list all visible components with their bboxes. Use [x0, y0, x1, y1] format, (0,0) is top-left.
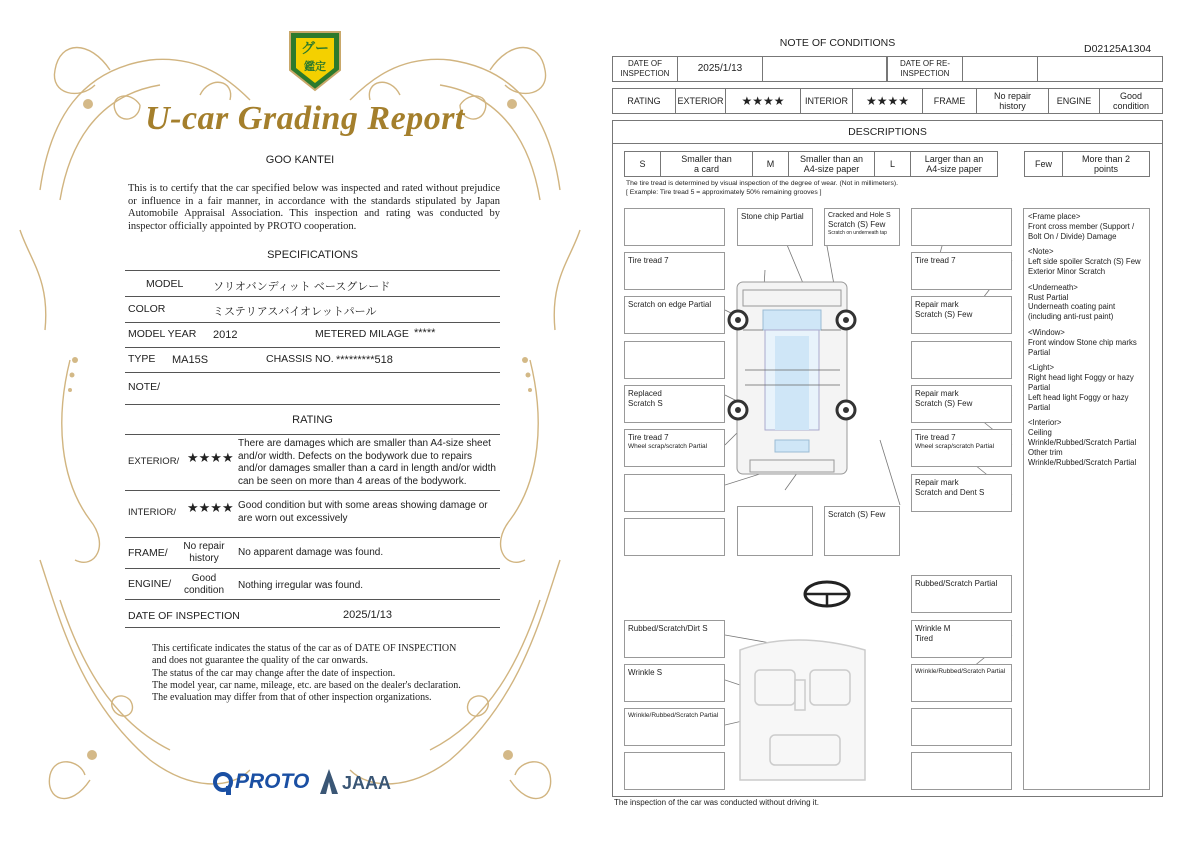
damage-box: [911, 752, 1012, 790]
divider: [125, 322, 500, 323]
damage-box-scratch-edge: Scratch on edge Partial: [624, 296, 725, 334]
chassis-label: CHASSIS NO.: [266, 353, 334, 365]
note-of-conditions: [600, 0, 1200, 848]
divider: [125, 490, 500, 491]
exterior-stars: ★★★★: [187, 450, 234, 465]
chassis-value: *********518: [336, 354, 393, 366]
damage-box-tire-rl: Tire tread 7 Wheel scrap/scratch Partial: [624, 429, 725, 467]
damage-box: [624, 208, 725, 246]
damage-box: [911, 341, 1012, 379]
legend-few-label: Few: [1024, 151, 1063, 177]
date-label: DATE OF INSPECTION: [128, 610, 240, 622]
metered-milage-label: METERED MILAGE: [315, 328, 409, 340]
interior-label: INTERIOR: [800, 88, 853, 114]
metered-milage-value: *****: [414, 327, 436, 339]
date-of-inspection-label: DATE OF INSPECTION: [612, 56, 678, 82]
certificate-intro: This is to certify that the car specified below was inspected and rated without prejudice or influence in a fair manner, in accordance with the standards stipulated by Japan Automobile Appraisal Association. This inspection and rating was conducted by inspector officially appointed by PROTO cooperation.: [128, 183, 500, 232]
damage-box: [624, 474, 725, 512]
damage-box-wrinkle-s: Wrinkle S: [624, 664, 725, 702]
certificate-footer-notes: [152, 643, 472, 704]
engine-value: Good condition: [1099, 88, 1163, 114]
damage-box-rubbed-dirt: Rubbed/Scratch/Dirt S: [624, 620, 725, 658]
conditions-footer: The inspection of the car was conducted without driving it.: [614, 798, 819, 807]
damage-box: [624, 518, 725, 556]
divider: [125, 372, 500, 373]
interior-stars: ★★★★: [852, 88, 923, 114]
document-id: D02125A1304: [1084, 43, 1152, 55]
engine-value: Good condition: [183, 573, 225, 596]
damage-box-repair-2: Repair mark Scratch (S) Few: [911, 385, 1012, 423]
damage-box-tire-fl: Tire tread 7: [624, 252, 725, 290]
certificate-subtitle: GOO KANTEI: [265, 154, 335, 166]
badge-text-top: グー: [301, 40, 329, 56]
interior-label: INTERIOR/: [128, 507, 177, 518]
divider: [125, 568, 500, 569]
divider: [125, 627, 500, 628]
legend-s-label: S: [624, 151, 661, 177]
specifications-heading: SPECIFICATIONS: [267, 249, 358, 261]
certificate-title: U-car Grading Report: [145, 100, 465, 137]
damage-box-replaced: Replaced Scratch S: [624, 385, 725, 423]
model-label: MODEL: [146, 278, 184, 290]
type-value: MA15S: [172, 354, 209, 366]
divider: [125, 434, 500, 435]
tire-note-2: [ Example: Tire tread 5 = approximately 50% remaining grooves ]: [626, 189, 822, 196]
rating-heading: RATING: [292, 414, 333, 426]
date-of-reinspection-label: DATE OF RE-INSPECTION: [887, 56, 963, 82]
frame-label: FRAME/: [128, 547, 168, 559]
jaaa-logo-icon: [318, 768, 340, 796]
damage-box-repair-3: Repair mark Scratch and Dent S: [911, 474, 1012, 512]
divider: [125, 296, 500, 297]
footer-note: The evaluation may differ from that of other inspection organizations.: [152, 692, 432, 704]
badge-text-bottom: 鑑定: [304, 61, 326, 73]
model-year-label: MODEL YEAR: [128, 328, 197, 340]
frame-value: No repair history: [976, 88, 1049, 114]
exterior-stars: ★★★★: [725, 88, 801, 114]
divider: [125, 599, 500, 600]
damage-box: [911, 208, 1012, 246]
footer-note: The model year, car name, mileage, etc. are based on the dealer's declaration.: [152, 679, 461, 691]
rating-label: RATING: [612, 88, 676, 114]
jaaa-logo-text: JAAA: [342, 773, 392, 793]
damage-box-stone-chip: Stone chip Partial: [737, 208, 813, 246]
exterior-label: EXTERIOR: [675, 88, 726, 114]
damage-box-tire-fr: Tire tread 7: [911, 252, 1012, 290]
damage-box: [624, 341, 725, 379]
descriptions-heading: DESCRIPTIONS: [612, 120, 1163, 144]
model-value: ソリオバンディット ベースグレード: [213, 281, 391, 293]
exterior-label: EXTERIOR/: [128, 456, 180, 467]
legend-s-desc: Smaller than a card: [660, 151, 753, 177]
damage-box: [911, 708, 1012, 746]
proto-logo-text: PROTO: [235, 770, 310, 793]
blank-cell: [962, 56, 1038, 82]
model-year-value: 2012: [213, 329, 238, 341]
engine-description: Nothing irregular was found.: [238, 580, 364, 591]
frame-description: No apparent damage was found.: [238, 547, 384, 558]
legend-l-label: L: [874, 151, 911, 177]
type-label: TYPE: [128, 353, 156, 365]
engine-label: ENGINE/: [128, 578, 172, 590]
color-label: COLOR: [128, 303, 166, 315]
interior-description: Good condition but with some areas showing damage or are worn out excessively: [238, 500, 488, 524]
color-value: ミステリアスバイオレットパール: [213, 306, 377, 318]
damage-box-repair-1: Repair mark Scratch (S) Few: [911, 296, 1012, 334]
legend-m-desc: Smaller than an A4-size paper: [788, 151, 875, 177]
date-value: 2025/1/13: [343, 609, 392, 621]
divider: [125, 404, 500, 405]
legend-l-desc: Larger than an A4-size paper: [910, 151, 998, 177]
damage-box: [624, 752, 725, 790]
blank-cell: [1037, 56, 1163, 82]
proto-logo-icon: [212, 770, 234, 796]
damage-box-wrinkle-m: Wrinkle M Tired: [911, 620, 1012, 658]
interior-stars: ★★★★: [187, 500, 234, 515]
blank-cell: [762, 56, 887, 82]
damage-box-cracked: Cracked and Hole S Scratch (S) Few Scratch on underneath tap: [824, 208, 900, 246]
date-of-inspection-value: 2025/1/13: [677, 56, 763, 82]
divider: [125, 537, 500, 538]
engine-label: ENGINE: [1048, 88, 1100, 114]
frame-value: No repair history: [183, 541, 225, 564]
divider: [125, 347, 500, 348]
damage-box-wrinkle-rubbed-right: Wrinkle/Rubbed/Scratch Partial: [911, 664, 1012, 702]
legend-few-desc: More than 2 points: [1062, 151, 1150, 177]
damage-box: [737, 506, 813, 556]
frame-label: FRAME: [922, 88, 977, 114]
damage-box-tire-rr: Tire tread 7 Wheel scrap/scratch Partial: [911, 429, 1012, 467]
footer-note: The status of the car may change after the date of inspection.: [152, 667, 396, 679]
exterior-description: There are damages which are smaller than A4-size sheet and/or width. Defects on the bodywork due to repairs and/or damages smaller than a card in length and/or width can be seen on more than 4 areas of the bodywork.: [238, 438, 496, 487]
note-label: NOTE/: [128, 381, 161, 393]
side-notes-panel: <Frame place> Front cross member (Support / Bolt On / Divide) Damage <Note> Left side spoiler Scratch (S) Few Exterior Minor Scratch <Underneath> Rust Partial Underneath coating paint (including anti-rust paint) <Window> Front window Stone chip marks Partial <Light> Right head light Foggy or hazy Partial Left head light Foggy or hazy Partial <Interior> Ceiling Wrinkle/Rubbed/Scratch Partial Other trim Wrinkle/Rubbed/Scratch Partial: [1023, 208, 1150, 790]
damage-box-scratch-few: Scratch (S) Few: [824, 506, 900, 556]
footer-note: This certificate indicates the status of the car as of DATE OF INSPECTION and does not guarantee the quality of the car onwards.: [152, 643, 457, 667]
divider: [125, 270, 500, 271]
damage-box-wrinkle-rubbed-left: Wrinkle/Rubbed/Scratch Partial: [624, 708, 725, 746]
damage-box-rubbed-partial: Rubbed/Scratch Partial: [911, 575, 1012, 613]
legend-m-label: M: [752, 151, 789, 177]
tire-note-1: The tire tread is determined by visual inspection of the degree of wear. (Not in millimeters).: [626, 180, 898, 187]
conditions-title: NOTE OF CONDITIONS: [779, 37, 896, 49]
